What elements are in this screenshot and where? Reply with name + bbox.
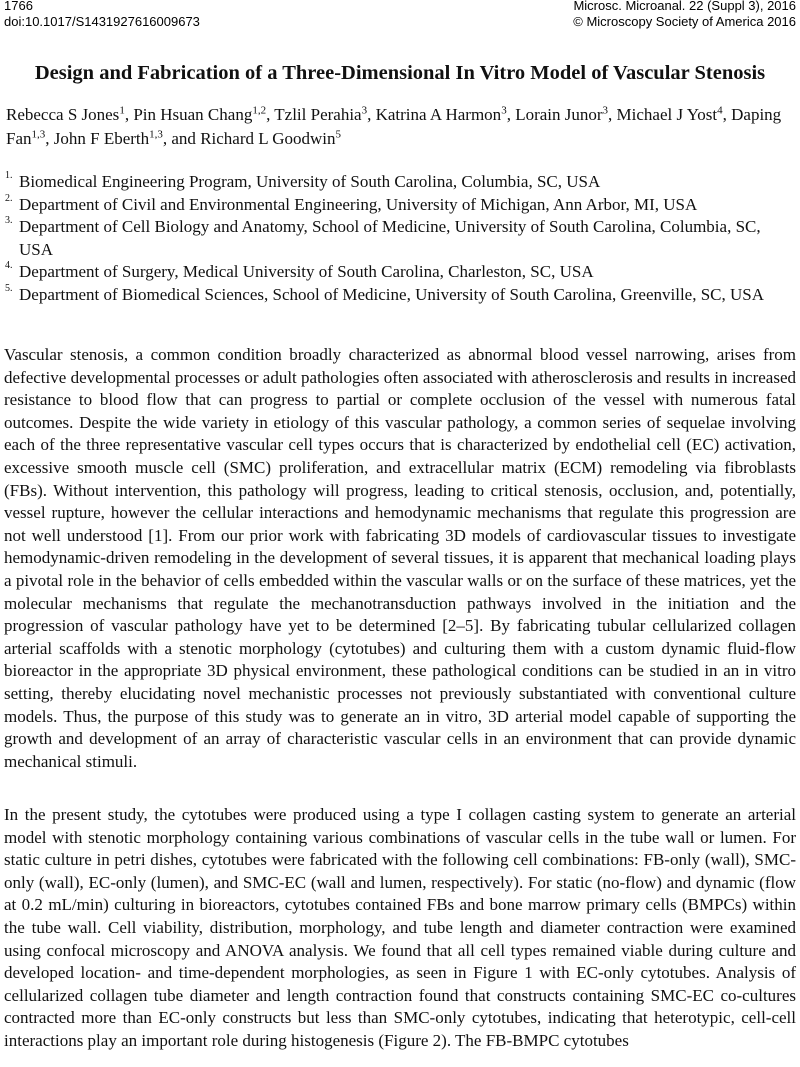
author-name: Rebecca S Jones: [6, 105, 120, 124]
header-left: [4, 0, 200, 30]
affiliation-item: [4, 261, 794, 284]
author-separator: ,: [367, 105, 376, 124]
author-list: [6, 103, 794, 151]
affiliation-number: 5.: [5, 282, 13, 294]
author-name: Katrina A Harmon: [375, 105, 502, 124]
author-name: John F Eberth: [53, 129, 150, 148]
affiliation-item: [4, 284, 794, 307]
author-affiliation-mark: 3: [501, 104, 507, 117]
affiliation-item: [4, 194, 794, 217]
author-name: Lorain Junor: [515, 105, 603, 124]
affiliation-text: Department of Biomedical Sciences, School of Medicine, University of South Carolina, Greenville, SC, USA: [19, 284, 765, 304]
affiliation-text: Department of Civil and Environmental Engineering, University of Michigan, Ann Arbor, MI, USA: [19, 194, 698, 214]
author-affiliation-mark: 1,3: [31, 128, 46, 141]
author-affiliation-mark: 3: [361, 104, 368, 117]
affiliation-number: 4.: [5, 260, 13, 271]
author-affiliation-mark: 1,2: [252, 104, 267, 117]
author-name: Pin Hsuan Chang: [133, 105, 253, 124]
copyright: © Microscopy Society of America 2016: [573, 14, 796, 29]
author-affiliation-mark: 5: [335, 128, 342, 141]
affiliation-list: [4, 171, 794, 306]
affiliation-text: Department of Cell Biology and Anatomy, School of Medicine, University of South Carolina, Columbia, SC, USA: [19, 217, 761, 259]
author-separator: ,: [506, 105, 516, 124]
author-affiliation-mark: 1: [119, 104, 125, 117]
affiliation-number: 3.: [5, 215, 13, 226]
affiliation-text: Department of Surgery, Medical University of South Carolina, Charleston, SC, USA: [19, 262, 594, 281]
author-affiliation-mark: 1,3: [149, 128, 163, 141]
author-name: Tzlil Perahia: [274, 105, 362, 124]
author-name: Richard L Goodwin: [200, 129, 336, 148]
page-number: 1766: [4, 0, 33, 13]
doi: doi:10.1017/S1431927616009673: [4, 14, 200, 29]
affiliation-text: Biomedical Engineering Program, University of South Carolina, Columbia, SC, USA: [19, 172, 601, 191]
author-affiliation-mark: 4: [717, 104, 723, 117]
author-separator: ,: [722, 105, 732, 124]
affiliation-item: [4, 216, 794, 261]
author-separator: ,: [608, 105, 617, 124]
affiliation-item: [4, 171, 794, 194]
journal-citation: Microsc. Microanal. 22 (Suppl 3), 2016: [573, 0, 796, 13]
author-affiliation-mark: 3: [602, 104, 609, 117]
author-separator: ,: [45, 129, 54, 148]
author-separator: ,: [266, 105, 275, 124]
body-paragraph-1: Vascular stenosis, a common condition broadly characterized as abnormal blood vessel narrowing, arises from defective developmental processes or adult pathologies often associated with atherosclerosis and results in increased resistance to blood flow that can progress to partial or complete occlusion of the vessel with numerous fatal outcomes. Despite the wide variety in etiology of this vascular pathology, a common series of sequelae involving each of the three representative vascular cell types occurs that is characterized by endothelial cell (EC) activation, excessive smooth muscle cell (SMC) proliferation, and extracellular matrix (ECM) remodeling via fibroblasts (FBs). Without intervention, this pathology will progress, leading to critical stenosis, occlusion, and, potentially, vessel rupture, however the cellular interactions and hemodynamic mechanisms that regulate this progression are not well understood [1]. From our prior work with fabricating 3D models of cardiovascular tissues to investigate hemodynamic-driven remodeling in the development of several tissues, it is apparent that mechanical loading plays a pivotal role in the behavior of cells embedded within the vascular walls or on the surface of these matrices, yet the molecular mechanisms that regulate the mechanotransduction pathways involved in the initiation and the progression of vascular pathology have yet to be determined [2–5]. By fabricating tubular cellularized collagen arterial scaffolds with a stenotic morphology (cytotubes) and culturing them with a custom dynamic fluid-flow bioreactor in the appropriate 3D physical environment, these pathological conditions can be studied in an in vitro setting, thereby elucidating novel mechanistic processes not previously substantiated with conventional culture models. Thus, the purpose of this study was to generate an in vitro, 3D arterial model capable of supporting the growth and development of an array of characteristic vascular cells in an environment that can provide dynamic mechanical stimuli.: [4, 345, 796, 771]
affiliation-number: 2.: [5, 192, 13, 204]
paper-title: Design and Fabrication of a Three-Dimensional In Vitro Model of Vascular Stenosis: [34, 62, 766, 84]
author-separator: ,: [124, 105, 134, 124]
author-name: Daping Fan: [6, 105, 782, 148]
header-right: [573, 0, 796, 30]
body-paragraph-2: In the present study, the cytotubes were produced using a type I collagen casting system to generate an arterial model with stenotic morphology containing various combinations of vascular cells in the tube wall or lumen. For static culture in petri dishes, cytotubes were fabricated with the following cell combinations: FB-only (wall), SMC-only (wall), EC-only (lumen), and SMC-EC (wall and lumen, respectively). For static (no-flow) and dynamic (flow at 0.2 mL/min) culturing in bioreactors, cytotubes contained FBs and bone marrow primary cells (BMPCs) within the tube wall. Cell viability, distribution, morphology, and tube length and diameter contraction were examined using confocal microscopy and ANOVA analysis. We found that all cell types remained viable during culture and developed location- and time-dependent morphologies, as seen in Figure 1 with EC-only cytotubes. Analysis of cellularized collagen tube diameter and length contraction found that constructs containing SMC-EC co-cultures contracted more than EC-only constructs but less than SMC-only cytotubes, indicating that heterotypic, cell-cell interactions play an important role during histogenesis (Figure 2). The FB-BMPC cytotubes: [4, 805, 796, 1050]
affiliation-number: 1.: [5, 170, 13, 181]
author-name: Michael J Yost: [616, 105, 718, 124]
author-separator: , and: [162, 129, 201, 148]
